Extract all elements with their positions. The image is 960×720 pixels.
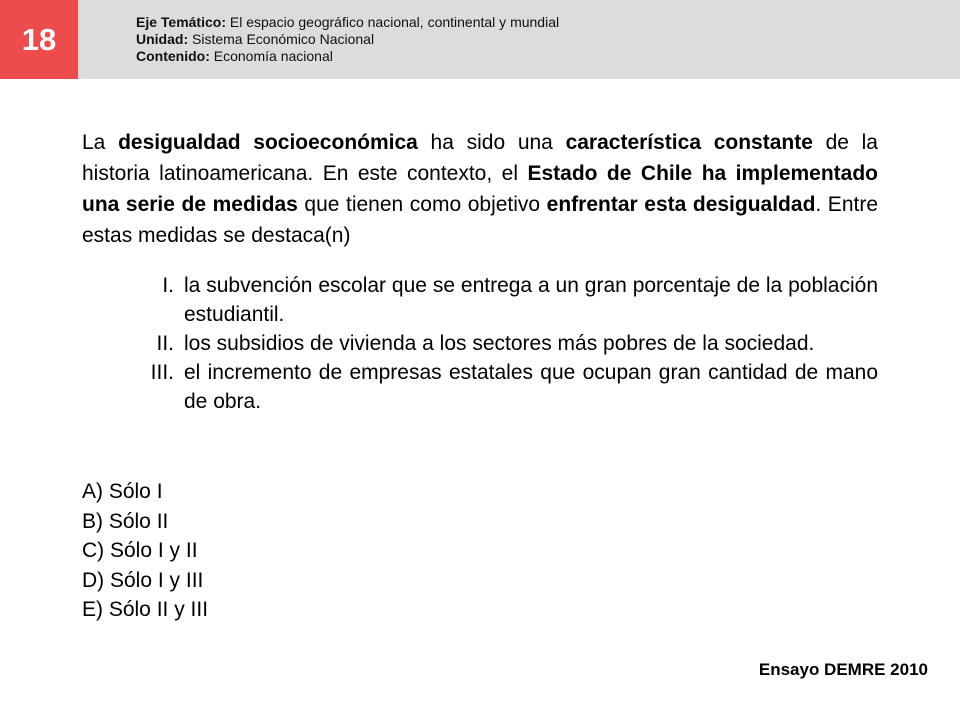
stem-text: . Entre estas medidas se destaca(n)	[82, 193, 879, 247]
statement-numeral-text: III.	[150, 361, 174, 384]
statement-item	[82, 271, 878, 329]
stem-emphasis: Estado de Chile ha implementado una serie de medidas	[82, 162, 879, 216]
question-stem	[82, 127, 878, 251]
unidad-label: Unidad:	[136, 31, 189, 47]
statement-text: los subsidios de vivienda a los sectores más pobres de la sociedad.	[184, 332, 815, 355]
statement-numeral	[82, 329, 174, 358]
eje-tematico-row	[136, 14, 559, 31]
unidad-row	[136, 31, 559, 48]
stem-emphasis: característica constante	[565, 131, 813, 154]
statement-item	[82, 358, 878, 416]
answer-option[interactable]: A) Sólo I	[82, 480, 163, 503]
unidad-value: Sistema Económico Nacional	[188, 31, 375, 47]
stem-text: ha sido una	[417, 131, 566, 154]
contenido-row	[136, 48, 559, 65]
eje-tematico-label: Eje Temático:	[136, 14, 226, 30]
source-label: Ensayo DEMRE 2010	[758, 660, 928, 679]
statement-text: la subvención escolar que se entrega a un gran porcentaje de la población estudiantil.	[184, 274, 878, 326]
statement-numeral-text: I.	[162, 274, 174, 297]
answer-option[interactable]: B) Sólo II	[82, 509, 169, 533]
question-number-badge	[0, 0, 78, 79]
answer-option[interactable]: E) Sólo II y III	[82, 598, 209, 621]
contenido-value: Economía nacional	[209, 48, 333, 64]
statement-text: el incremento de empresas estatales que ocupan gran cantidad de mano de obra.	[184, 361, 878, 413]
stem-text: de la historia latinoamericana. En este contexto, el	[82, 131, 878, 185]
contenido-label: Contenido:	[136, 48, 210, 64]
stem-emphasis: desigualdad socioeconómica	[118, 131, 418, 154]
stem-text: que tienen como objetivo	[297, 193, 547, 216]
stem-emphasis: enfrentar esta desigualdad	[546, 193, 816, 216]
statement-numeral	[82, 358, 174, 387]
statement-list	[82, 271, 878, 416]
answer-option[interactable]: D) Sólo I y III	[82, 568, 204, 592]
answer-options	[82, 477, 208, 625]
question-number: 18	[21, 21, 57, 57]
stem-text: La	[82, 131, 119, 154]
statement-numeral-text: II.	[156, 332, 174, 355]
eje-tematico-value: El espacio geográfico nacional, continental y mundial	[226, 14, 560, 30]
statement-item	[82, 329, 878, 358]
statement-numeral	[82, 271, 174, 300]
answer-option[interactable]: C) Sólo I y II	[82, 539, 198, 562]
question-metadata	[136, 14, 559, 65]
